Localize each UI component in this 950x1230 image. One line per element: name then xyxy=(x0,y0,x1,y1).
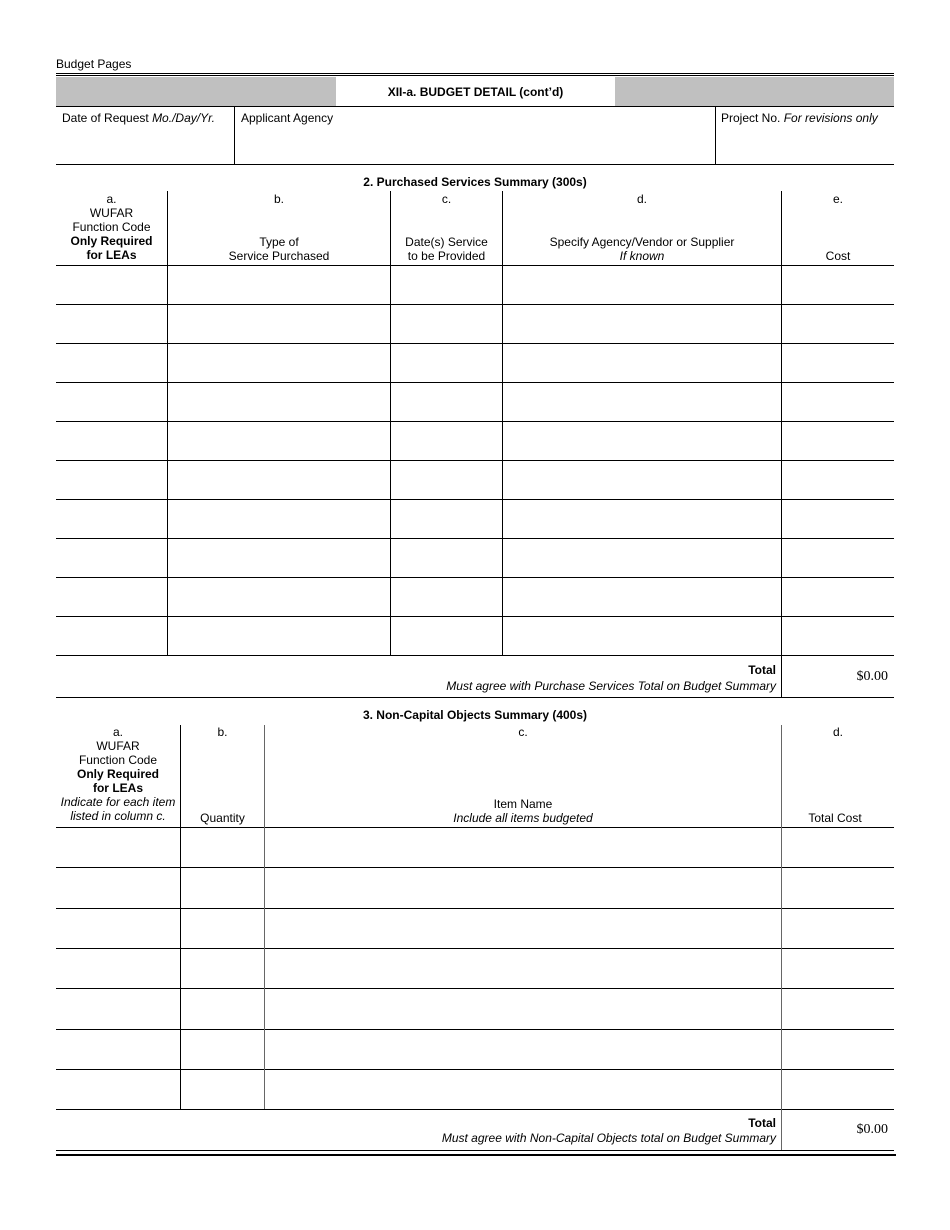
s2-row-rule xyxy=(56,382,894,383)
s2-vendor-cell[interactable] xyxy=(504,618,779,653)
s3-col-c-letter: c. xyxy=(518,725,528,739)
s2-service-dates-cell[interactable] xyxy=(392,267,500,302)
s3-item-name-cell[interactable] xyxy=(266,990,779,1026)
s2-vendor-cell[interactable] xyxy=(504,462,779,497)
s2-function-code-cell[interactable] xyxy=(58,345,165,380)
s2-cost-cell[interactable] xyxy=(783,345,892,380)
s2-function-code-cell[interactable] xyxy=(58,618,165,653)
s3-total-note: Must agree with Non-Capital Objects total on Budget Summary xyxy=(441,1131,776,1145)
s2-col-divider xyxy=(390,191,391,655)
s3-col-divider-cost xyxy=(781,725,782,1150)
s3-quantity-cell[interactable] xyxy=(182,990,262,1026)
applicant-agency-field[interactable] xyxy=(235,126,715,162)
s3-total-cost-cell[interactable] xyxy=(783,1071,892,1107)
s3-function-code-cell[interactable] xyxy=(58,990,178,1026)
s2-row-rule xyxy=(56,343,894,344)
s2-cost-cell[interactable] xyxy=(783,579,892,614)
s3-item-name-cell[interactable] xyxy=(266,1031,779,1067)
s3-quantity-cell[interactable] xyxy=(182,1071,262,1107)
s2-vendor-cell[interactable] xyxy=(504,345,779,380)
s3-row-rule xyxy=(56,988,894,989)
s2-service-dates-cell[interactable] xyxy=(392,579,500,614)
s2-vendor-cell[interactable] xyxy=(504,267,779,302)
s2-service-dates-cell[interactable] xyxy=(392,423,500,458)
s2-col-d-letter: d. xyxy=(636,192,647,206)
s2-col-b-header: Type of Service Purchased xyxy=(228,235,330,263)
s2-col-e-letter: e. xyxy=(832,192,843,206)
s2-function-code-cell[interactable] xyxy=(58,306,165,341)
s3-quantity-cell[interactable] xyxy=(182,950,262,986)
s3-row-rule xyxy=(56,867,894,868)
s2-service-type-cell[interactable] xyxy=(169,462,388,497)
s3-item-name-cell[interactable] xyxy=(266,910,779,946)
s2-cost-cell[interactable] xyxy=(783,501,892,536)
s2-function-code-cell[interactable] xyxy=(58,540,165,575)
s3-col-d-letter: d. xyxy=(832,725,843,739)
s3-row-rule xyxy=(56,1069,894,1070)
s2-function-code-cell[interactable] xyxy=(58,423,165,458)
s3-col-divider xyxy=(264,725,265,1109)
s3-row-rule xyxy=(56,948,894,949)
s2-vendor-cell[interactable] xyxy=(504,579,779,614)
s3-row-rule xyxy=(56,1109,894,1110)
s2-function-code-cell[interactable] xyxy=(58,384,165,419)
s3-function-code-cell[interactable] xyxy=(58,869,178,905)
s2-function-code-cell[interactable] xyxy=(58,501,165,536)
s3-function-code-cell[interactable] xyxy=(58,910,178,946)
s3-quantity-cell[interactable] xyxy=(182,910,262,946)
s2-col-e-header: Cost xyxy=(825,249,851,263)
s3-total-cost-cell[interactable] xyxy=(783,829,892,865)
s2-service-dates-cell[interactable] xyxy=(392,306,500,341)
applicant-agency-label: Applicant Agency xyxy=(241,111,334,125)
header-top-rule xyxy=(56,73,894,74)
s2-vendor-cell[interactable] xyxy=(504,501,779,536)
s2-cost-cell[interactable] xyxy=(783,384,892,419)
s3-item-name-cell[interactable] xyxy=(266,950,779,986)
s3-row-rule xyxy=(56,1029,894,1030)
s2-total-label: Total xyxy=(748,663,776,677)
s2-service-type-cell[interactable] xyxy=(169,540,388,575)
s3-row-rule xyxy=(56,827,894,828)
s3-function-code-cell[interactable] xyxy=(58,1071,178,1107)
s2-row-rule xyxy=(56,499,894,500)
s2-cost-cell[interactable] xyxy=(783,267,892,302)
s3-total-label: Total xyxy=(748,1116,776,1130)
s2-col-a-header: a. WUFAR Function Code Only Required for LEAs xyxy=(70,192,153,262)
s2-cost-cell[interactable] xyxy=(783,306,892,341)
s2-function-code-cell[interactable] xyxy=(58,579,165,614)
s2-col-b-letter: b. xyxy=(273,192,284,206)
s3-col-divider xyxy=(180,725,181,1109)
s2-col-c-letter: c. xyxy=(441,192,452,206)
s3-total-value: $0.00 xyxy=(856,1122,888,1137)
s2-service-type-cell[interactable] xyxy=(169,501,388,536)
s3-total-cost-cell[interactable] xyxy=(783,1031,892,1067)
header-shade-right xyxy=(615,77,894,106)
s2-row-rule xyxy=(56,460,894,461)
s2-vendor-cell[interactable] xyxy=(504,384,779,419)
s2-col-divider xyxy=(167,191,168,655)
s2-row-rule xyxy=(56,577,894,578)
s3-total-cost-cell[interactable] xyxy=(783,950,892,986)
s2-row-rule xyxy=(56,304,894,305)
s3-total-cost-cell[interactable] xyxy=(783,910,892,946)
s3-function-code-cell[interactable] xyxy=(58,1031,178,1067)
page-label: Budget Pages xyxy=(56,57,132,71)
s3-function-code-cell[interactable] xyxy=(58,829,178,865)
s3-col-d-header: Total Cost xyxy=(808,811,862,825)
s2-service-dates-cell[interactable] xyxy=(392,384,500,419)
s3-quantity-cell[interactable] xyxy=(182,829,262,865)
s3-item-name-cell[interactable] xyxy=(266,829,779,865)
info-bottom-rule xyxy=(56,164,894,165)
s2-col-divider-cost xyxy=(781,191,782,697)
s2-row-rule xyxy=(56,616,894,617)
s3-item-name-cell[interactable] xyxy=(266,1071,779,1107)
s2-service-type-cell[interactable] xyxy=(169,267,388,302)
s2-total-note: Must agree with Purchase Services Total on Budget Summary xyxy=(446,679,776,693)
footer-rule-2 xyxy=(56,1154,896,1156)
footer-rule-1 xyxy=(56,1150,894,1151)
s2-vendor-cell[interactable] xyxy=(504,423,779,458)
section3-title: 3. Non-Capital Objects Summary (400s) xyxy=(362,708,588,722)
s2-service-dates-cell[interactable] xyxy=(392,462,500,497)
header-shade-left xyxy=(56,77,336,106)
date-of-request-label: Date of Request Mo./Day/Yr. xyxy=(62,111,215,125)
s3-col-c-header: Item Name Include all items budgeted xyxy=(453,797,593,825)
s2-service-type-cell[interactable] xyxy=(169,345,388,380)
s2-service-dates-cell[interactable] xyxy=(392,540,500,575)
form-title: XII-a. BUDGET DETAIL (cont’d) xyxy=(387,85,564,99)
s2-service-dates-cell[interactable] xyxy=(392,345,500,380)
s2-service-type-cell[interactable] xyxy=(169,423,388,458)
s2-service-type-cell[interactable] xyxy=(169,579,388,614)
s2-vendor-cell[interactable] xyxy=(504,540,779,575)
project-no-label: Project No. For revisions only xyxy=(721,111,878,125)
s3-row-rule xyxy=(56,908,894,909)
s2-cost-cell[interactable] xyxy=(783,540,892,575)
s2-row-rule xyxy=(56,538,894,539)
s3-function-code-cell[interactable] xyxy=(58,950,178,986)
s2-function-code-cell[interactable] xyxy=(58,462,165,497)
s2-row-rule xyxy=(56,421,894,422)
s2-service-dates-cell[interactable] xyxy=(392,618,500,653)
s2-service-type-cell[interactable] xyxy=(169,618,388,653)
s2-row-rule xyxy=(56,655,894,656)
s3-col-b-header: Quantity xyxy=(200,811,245,825)
s3-item-name-cell[interactable] xyxy=(266,869,779,905)
project-no-field[interactable] xyxy=(716,126,894,162)
s2-col-d-header: Specify Agency/Vendor or Supplier If known xyxy=(549,235,735,263)
s3-total-cost-cell[interactable] xyxy=(783,990,892,1026)
s2-service-type-cell[interactable] xyxy=(169,384,388,419)
header-top-rule-2 xyxy=(56,75,894,76)
s2-cost-cell[interactable] xyxy=(783,462,892,497)
s2-total-value: $0.00 xyxy=(856,669,888,684)
date-of-request-field[interactable] xyxy=(56,122,234,162)
s2-row-rule xyxy=(56,265,894,266)
s3-quantity-cell[interactable] xyxy=(182,869,262,905)
header-title-rule xyxy=(56,106,894,107)
s2-col-c-header: Date(s) Service to be Provided xyxy=(405,235,488,263)
s2-total-bottom-rule xyxy=(56,697,894,698)
s3-col-a-header: a. WUFAR Function Code Only Required for LEAs Indicate for each item listed in column c. xyxy=(60,725,176,823)
s2-cost-cell[interactable] xyxy=(783,618,892,653)
s3-total-cost-cell[interactable] xyxy=(783,869,892,905)
s2-vendor-cell[interactable] xyxy=(504,306,779,341)
s2-service-dates-cell[interactable] xyxy=(392,501,500,536)
s3-quantity-cell[interactable] xyxy=(182,1031,262,1067)
s2-cost-cell[interactable] xyxy=(783,423,892,458)
s3-col-b-letter: b. xyxy=(217,725,228,739)
s2-service-type-cell[interactable] xyxy=(169,306,388,341)
s2-col-divider xyxy=(502,191,503,655)
s2-function-code-cell[interactable] xyxy=(58,267,165,302)
section2-title: 2. Purchased Services Summary (300s) xyxy=(363,175,587,189)
